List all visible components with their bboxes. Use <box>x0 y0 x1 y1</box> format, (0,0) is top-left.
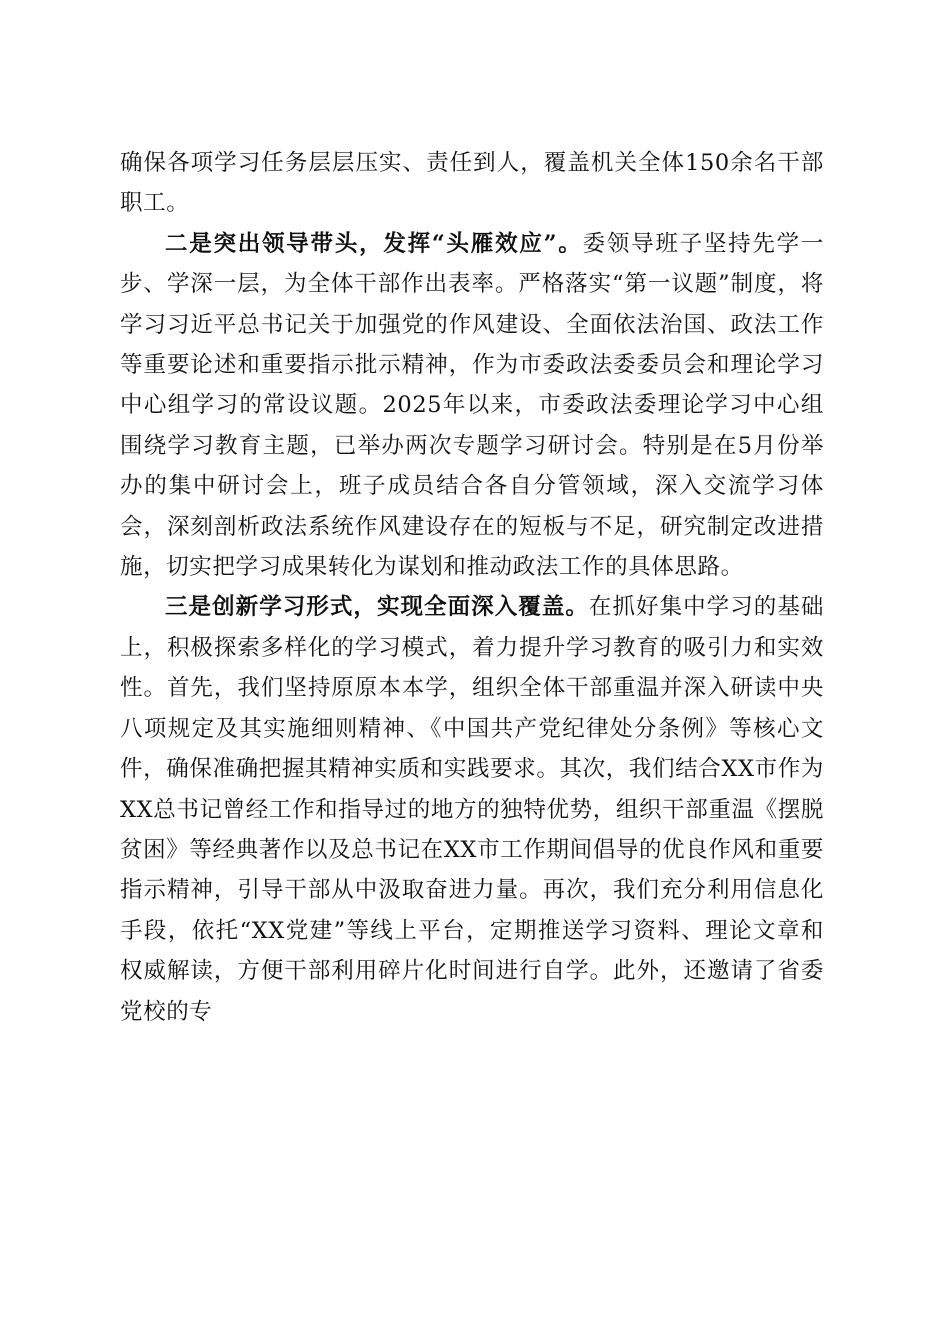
paragraph-innovation <box>120 587 824 1031</box>
paragraph-leadership <box>120 224 824 588</box>
paragraph-text: 委领导班子坚持先学一步、学深一层，为全体干部作出表率。严格落实“第一议题”制度，将学习习近平总书记关于加强党的作风建设、全面依法治国、政法工作等重要论述和重要指示批示精神，作为市委政法委委员会和理论学习中心组学习的常设议题。2025年以来，市委政法委理论学习中心组围绕学习教育主题，已举办两次专题学习研讨会。特别是在5月份举办的集中研讨会上，班子成员结合各自分管领域，深入交流学习体会，深刻剖析政法系统作风建设存在的短板与不足，研究制定改进措施，切实把学习成果转化为谋划和推动政法工作的具体思路。 <box>120 230 824 581</box>
paragraph-text: 在抓好集中学习的基础上，积极探索多样化的学习模式，着力提升学习教育的吸引力和实效性。首先，我们坚持原原本本学，组织全体干部重温并深入研读中央八项规定及其实施细则精神、《中国共产党纪律处分条例》等核心文件，确保准确把握其精神实质和实践要求。其次，我们结合XX市作为XX总书记曾经工作和指导过的地方的独特优势，组织干部重温《摆脱贫困》等经典著作以及总书记在XX市工作期间倡导的优良作风和重要指示精神，引导干部从中汲取奋进力量。再次，我们充分利用信息化手段，依托“XX党建”等线上平台，定期推送学习资料、理论文章和权威解读，方便干部利用碎片化时间进行自学。此外，还邀请了省委党校的专 <box>120 594 824 1025</box>
paragraph-lead-heading: 二是突出领导带头，发挥“头雁效应”。 <box>165 230 583 257</box>
paragraph-text: 确保各项学习任务层层压实、责任到人，覆盖机关全体150余名干部职工。 <box>120 150 824 217</box>
paragraph-lead-heading: 三是创新学习形式，实现全面深入覆盖。 <box>165 594 589 621</box>
paragraph-continuation <box>120 143 824 224</box>
document-body <box>120 143 824 1032</box>
